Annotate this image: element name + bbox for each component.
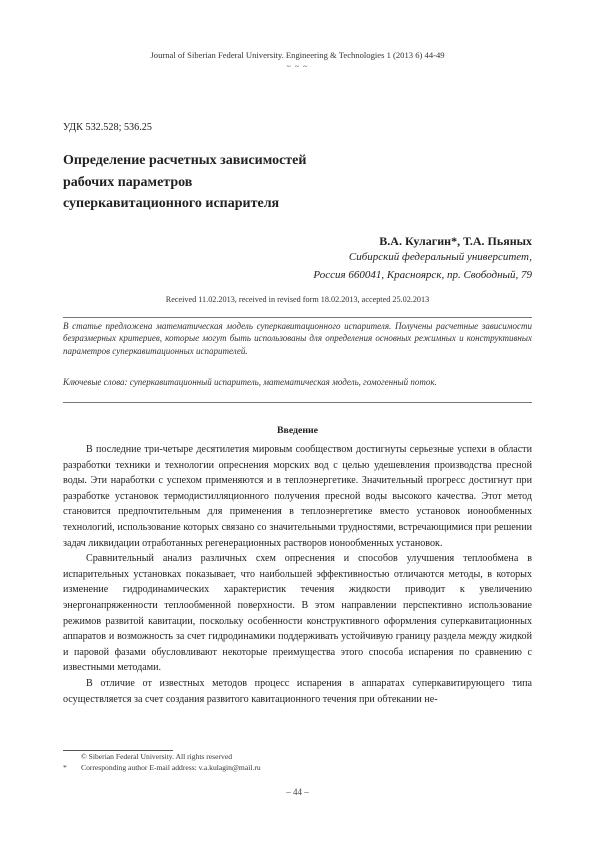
page-number: – 44 – [286,787,309,797]
authors: В.А. Кулагин*, Т.А. Пьяных [379,234,532,248]
abstract-top-divider [63,317,532,318]
affiliation-line: Сибирский федеральный университет, [348,251,532,263]
footnotes [63,752,532,773]
received-dates: Received 11.02.2013, received in revised form 18.02.2013, accepted 25.02.2013 [165,295,430,304]
footnote-divider [63,750,173,751]
footnote-corresponding [63,763,532,774]
affiliation-line: Россия 660041, Красноярск, пр. Свободный, 79 [313,268,532,281]
body-text [63,442,532,707]
copyright-text: © Siberian Federal University. All rights reserved [81,752,232,761]
abstract: В статье предложена математическая модель суперкавитационного испарителя. Получены расчетные зависимости безразмерных критериев, которые могут быть использованы для определения основных режимных и конструктивных параметров суперкавитационных испарителей. [63,321,532,356]
authors-block [313,233,532,284]
section-heading: Введение [277,425,318,436]
title-line: Определение расчетных зависимостей [63,153,307,168]
article-title [63,150,463,215]
udk-code: УДК 532.528; 536.25 [63,122,152,133]
corresponding-author-text: Corresponding author E-mail address: v.a.kulagin@mail.ru [81,762,261,772]
header-ornament: ~ ~ ~ [286,62,309,71]
journal-header: Journal of Siberian Federal University. Engineering & Technologies 1 (2013 6) 44-49 [150,50,445,60]
paragraph: В последние три-четыре десятилетия мировым сообществом достигнуты серьезные успехи в области разработки техники и технологии опреснения морских вод с целью удешевления производства пресной воды. Эти наработки с успехом применяются и в теплоэнергетике. Значительный прогресс достигнут при разработке установок термодистилляционного получения пресной воды высокого качества. Этот метод становится предпочтительным для применения в теплоэнергетике вместо установок ионообменных технологий, использование которых связано со значительными трудностями, встречающимися при решении задач ликвидации отработанных регенерационных растворов ионообменных установок. [63,444,532,549]
paragraph: В отличие от известных методов процесс испарения в аппаратах суперкавитирующего типа осуществляется за счет создания развитого кавитационного течения при обтекании не- [63,677,532,705]
paragraph: Сравнительный анализ различных схем опреснения и способов улучшения теплообмена в испарительных установках показывает, что наибольшей эффективностью отличаются методы, в которых изменение гидродинамических характеристик течения жидкости приводит к увеличению энергонапряженности теплообменной поверхности. В этом направлении перспективно использование режимов развитой кавитации, поскольку особенности конструктивного оформления суперкавитационных аппаратов и возможность за счет гидродинамики поддерживать устойчивую границу раздела между жидкой и паровой фазами обусловливают некоторые преимущества этого способа испарения по сравнению с известными методами. [63,553,532,674]
keywords: Ключевые слова: суперкавитационный испаритель, математическая модель, гомогенный поток. [63,377,437,387]
footnote-copyright [63,752,532,763]
title-line: рабочих параметров [63,174,193,190]
title-line: суперкавитационного испарителя [63,196,280,211]
abstract-bottom-divider [63,402,532,403]
footnote-mark: * [63,762,67,772]
